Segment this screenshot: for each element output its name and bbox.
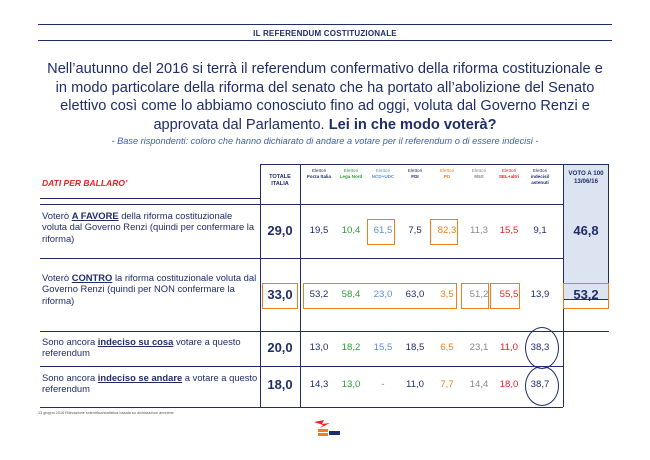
grid-line (300, 164, 301, 407)
row-label-key: A FAVORE (71, 210, 119, 221)
row-label-pre: Sono ancora (42, 336, 98, 347)
party-header-name: NCD+UDC (371, 174, 395, 179)
party-header (524, 168, 556, 186)
intro-line-2: in modo particolare della riforma del senato che ha portato all’abolizione del Senato (55, 79, 595, 96)
row-label-key: CONTRO (71, 272, 113, 283)
table-cell: 7,5 (408, 225, 422, 236)
row-voto: 46,8 (573, 223, 599, 238)
table-cell: 63,0 (405, 289, 425, 300)
table-cell: 10,4 (341, 225, 361, 236)
table-cell: 19,5 (309, 225, 329, 236)
table-cell: 7,7 (440, 379, 454, 390)
voto-header-line-1: VOTO A 100 (568, 170, 604, 177)
table-cell: 9,1 (533, 225, 547, 236)
total-header-line-1: TOTALE (269, 174, 291, 180)
party-header-top: Elettori (439, 168, 455, 173)
table-label-header: DATI PER BALLARO’ (42, 178, 128, 188)
party-header-top: Elettori (311, 168, 327, 173)
table-cell: 23,0 (373, 289, 393, 300)
party-header (431, 168, 463, 180)
brand-logo-icon (310, 418, 342, 438)
intro-text (40, 60, 610, 134)
row-label (42, 372, 258, 395)
voto-header (563, 170, 609, 186)
party-header (335, 168, 367, 180)
party-header-name: M5S (474, 174, 484, 179)
header-bottom-rule (38, 40, 612, 41)
table-cell: 14,4 (469, 379, 489, 390)
table-cell: 38,3 (530, 342, 550, 353)
party-header (367, 168, 399, 180)
party-header-top: Elettori (343, 168, 359, 173)
party-header-name: indecisi/ astenuti (530, 174, 550, 185)
party-header-top: Elettori (501, 168, 517, 173)
table-cell: 6,5 (440, 342, 454, 353)
grid-line (40, 331, 609, 332)
grid-line (260, 164, 261, 407)
row-label (42, 272, 258, 306)
table-cell: 13,0 (341, 379, 361, 390)
label-header-rule (40, 198, 260, 199)
table-cell: 18,0 (499, 379, 519, 390)
base-note: - Base rispondenti: coloro che hanno dichiarato di andare a votare per il referendum o di essere indecisi - (111, 136, 539, 146)
table-cell: 53,2 (309, 289, 329, 300)
table-cell: 61,5 (373, 225, 393, 236)
intro-line-1: Nell’autunno del 2016 si terrà il referendum confermativo della riforma costituzionale e (47, 61, 603, 77)
table-cell: 18,2 (341, 342, 361, 353)
voto-header-line-2: 13/06/16 (573, 178, 599, 185)
party-header (463, 168, 495, 180)
total-header-line-2: ITALIA (271, 181, 289, 187)
party-header-top: Elettori (407, 168, 423, 173)
footnote: 13 giugno 2016 Rilevazione scientifica/statistica basata su dichiarazioni anonime (38, 411, 174, 415)
row-total: 18,0 (267, 377, 293, 392)
party-header-name: Forza Italia (307, 174, 331, 179)
table-cell: 55,5 (499, 289, 519, 300)
intro-line-3: elettivo così come lo abbiamo conosciuto fino ad oggi, voluta dal Governo Renzi e (60, 98, 590, 114)
party-header-name: Lega Nord (339, 174, 363, 179)
grid-line (40, 407, 563, 408)
table-cell: 58,4 (341, 289, 361, 300)
row-label (42, 336, 258, 359)
party-header-top: Elettori (532, 168, 548, 173)
grid-line (40, 204, 563, 205)
page-title: IL REFERENDUM COSTITUZIONALE (253, 29, 397, 38)
table-cell: 13,0 (309, 342, 329, 353)
row-label (42, 210, 258, 244)
row-label-post: votare a questo referendum (42, 336, 241, 359)
grid-line (260, 164, 563, 165)
row-label-post: la riforma costituzionale voluta dal Governo Renzi (quindi per NON confermare la riforma) (42, 272, 257, 306)
row-total: 20,0 (267, 340, 293, 355)
row-voto: 53,2 (573, 287, 599, 302)
intro-line-4 (40, 116, 610, 135)
party-header-name: SEL+altri (498, 174, 520, 179)
row-label-pre: Sono ancora (42, 372, 98, 383)
header-top-rule (38, 24, 612, 25)
party-header-name: PD (443, 174, 451, 179)
party-header (493, 168, 525, 180)
row-label-key: indeciso se andare (97, 372, 183, 383)
grid-line (563, 300, 564, 407)
table-cell: 11,0 (406, 379, 424, 390)
row-total: 33,0 (267, 287, 293, 302)
party-header (399, 168, 431, 180)
grid-line (40, 258, 563, 259)
row-label-pre: Voterò (42, 272, 72, 283)
row-total: 29,0 (267, 223, 293, 238)
party-header-name: FDI (411, 174, 419, 179)
row-label-post: a votare a questo referendum (42, 372, 258, 395)
table-cell: 15,5 (499, 225, 519, 236)
party-header-top: Elettori (471, 168, 487, 173)
table-cell: 13,9 (530, 289, 550, 300)
table-cell: 38,7 (530, 379, 550, 390)
party-header (303, 168, 335, 180)
row-label-post: della riforma costituzionale voluta dal Governo Renzi (quindi per confermare la riforma) (42, 210, 255, 244)
table-cell: - (381, 379, 385, 390)
grid-line (40, 366, 563, 367)
total-header (260, 174, 300, 188)
table-cell: 82,3 (437, 225, 457, 236)
table-cell: 15,5 (373, 342, 393, 353)
row-label-key: indeciso su cosa (97, 336, 174, 347)
table-cell: 51,2 (469, 289, 489, 300)
table-cell: 3,5 (440, 289, 454, 300)
intro-question: Lei in che modo voterà? (328, 116, 497, 133)
party-header-top: Elettori (375, 168, 391, 173)
table-cell: 23,1 (469, 342, 489, 353)
table-cell: 11,3 (470, 225, 488, 236)
row-label-pre: Voterò (42, 210, 72, 221)
intro-last-line: approvata dal Parlamento. (153, 116, 325, 133)
table-cell: 18,5 (405, 342, 425, 353)
table-cell: 11,0 (500, 342, 518, 353)
table-cell: 14,3 (309, 379, 329, 390)
